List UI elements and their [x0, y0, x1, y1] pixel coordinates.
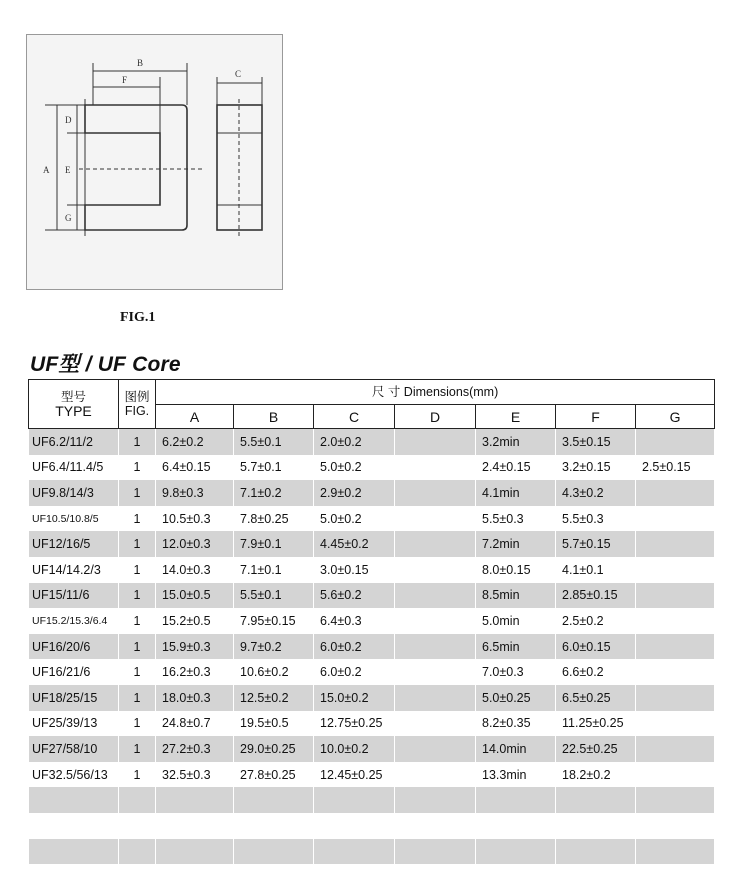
cell-fig: 1: [119, 659, 156, 685]
cell-g: 2.5±0.15: [636, 455, 715, 481]
cell-fig: 1: [119, 557, 156, 583]
cell-g: [636, 608, 715, 634]
cell-b: 29.0±0.25: [234, 736, 314, 762]
label-f: F: [122, 75, 128, 85]
cell-f: [556, 813, 636, 839]
cell-d: [395, 813, 476, 839]
cell-d: [395, 557, 476, 583]
cell-a: 15.0±0.5: [156, 583, 234, 609]
header-fig-en: FIG.: [124, 404, 150, 418]
table-row: [29, 531, 715, 557]
cell-c: 6.0±0.2: [314, 634, 395, 660]
cell-f: 5.7±0.15: [556, 531, 636, 557]
cell-fig: 1: [119, 455, 156, 481]
cell-c: 5.0±0.2: [314, 506, 395, 532]
cell-a: 18.0±0.3: [156, 685, 234, 711]
cell-a: [156, 813, 234, 839]
cell-c: 6.4±0.3: [314, 608, 395, 634]
cell-fig: 1: [119, 506, 156, 532]
cell-b: [234, 787, 314, 813]
table-row: [29, 787, 715, 813]
table-row: [29, 711, 715, 737]
header-col-a: A: [156, 405, 234, 429]
cell-fig: 1: [119, 429, 156, 455]
header-dimensions: 尺 寸 Dimensions(mm): [156, 380, 715, 405]
label-b: B: [137, 58, 144, 68]
cell-type: UF18/25/15: [29, 685, 119, 711]
cell-a: 16.2±0.3: [156, 659, 234, 685]
cell-d: [395, 608, 476, 634]
cell-g: [636, 480, 715, 506]
cell-d: [395, 839, 476, 865]
cell-fig: 1: [119, 685, 156, 711]
cell-type: UF12/16/5: [29, 531, 119, 557]
uf-core-diagram: [27, 35, 282, 289]
cell-e: 14.0min: [476, 736, 556, 762]
cell-c: 3.0±0.15: [314, 557, 395, 583]
header-col-d: D: [395, 405, 476, 429]
cell-e: [476, 787, 556, 813]
cell-d: [395, 736, 476, 762]
cell-type: [29, 839, 119, 865]
table-row: [29, 839, 715, 865]
header-col-e: E: [476, 405, 556, 429]
cell-fig: [119, 787, 156, 813]
cell-a: 27.2±0.3: [156, 736, 234, 762]
cell-b: [234, 839, 314, 865]
cell-d: [395, 685, 476, 711]
cell-c: 15.0±0.2: [314, 685, 395, 711]
table-row: [29, 634, 715, 660]
cell-fig: 1: [119, 583, 156, 609]
table-row: [29, 659, 715, 685]
cell-a: 6.4±0.15: [156, 455, 234, 481]
cell-a: 10.5±0.3: [156, 506, 234, 532]
cell-f: 4.3±0.2: [556, 480, 636, 506]
cell-f: 6.0±0.15: [556, 634, 636, 660]
cell-c: 4.45±0.2: [314, 531, 395, 557]
cell-f: 5.5±0.3: [556, 506, 636, 532]
cell-d: [395, 762, 476, 788]
cell-e: 13.3min: [476, 762, 556, 788]
header-fig: [119, 380, 156, 429]
cell-g: [636, 839, 715, 865]
cell-e: 5.0±0.25: [476, 685, 556, 711]
cell-e: [476, 813, 556, 839]
cell-g: [636, 736, 715, 762]
table-row: [29, 557, 715, 583]
cell-d: [395, 787, 476, 813]
cell-c: 6.0±0.2: [314, 659, 395, 685]
cell-e: [476, 839, 556, 865]
table-row: [29, 685, 715, 711]
cell-a: 15.2±0.5: [156, 608, 234, 634]
cell-g: [636, 557, 715, 583]
cell-fig: [119, 813, 156, 839]
cell-fig: 1: [119, 711, 156, 737]
table-row: [29, 455, 715, 481]
cell-c: 12.45±0.25: [314, 762, 395, 788]
table-row: [29, 480, 715, 506]
cell-type: [29, 813, 119, 839]
header-fig-cn: 图例: [124, 390, 150, 404]
cell-e: 8.2±0.35: [476, 711, 556, 737]
cell-a: 24.8±0.7: [156, 711, 234, 737]
cell-g: [636, 634, 715, 660]
header-type-en: TYPE: [55, 403, 92, 419]
cell-fig: 1: [119, 608, 156, 634]
cell-e: 4.1min: [476, 480, 556, 506]
table-row: [29, 608, 715, 634]
cell-f: 4.1±0.1: [556, 557, 636, 583]
cell-fig: [119, 839, 156, 865]
cell-e: 7.2min: [476, 531, 556, 557]
cell-type: UF9.8/14/3: [29, 480, 119, 506]
cell-d: [395, 711, 476, 737]
cell-b: 7.1±0.1: [234, 557, 314, 583]
cell-d: [395, 480, 476, 506]
cell-c: [314, 839, 395, 865]
cell-d: [395, 506, 476, 532]
label-a: A: [43, 165, 50, 175]
cell-type: UF16/21/6: [29, 659, 119, 685]
cell-e: 8.5min: [476, 583, 556, 609]
cell-e: 5.0min: [476, 608, 556, 634]
table-row: [29, 762, 715, 788]
label-g: G: [65, 213, 72, 223]
cell-a: 9.8±0.3: [156, 480, 234, 506]
cell-b: 19.5±0.5: [234, 711, 314, 737]
cell-type: UF10.5/10.8/5: [29, 506, 119, 532]
cell-b: 9.7±0.2: [234, 634, 314, 660]
cell-f: [556, 787, 636, 813]
cell-type: [29, 787, 119, 813]
cell-e: 5.5±0.3: [476, 506, 556, 532]
cell-type: UF32.5/56/13: [29, 762, 119, 788]
cell-g: [636, 762, 715, 788]
table-row: [29, 429, 715, 455]
cell-type: UF27/58/10: [29, 736, 119, 762]
header-col-g: G: [636, 405, 715, 429]
cell-b: 7.8±0.25: [234, 506, 314, 532]
cell-b: 7.1±0.2: [234, 480, 314, 506]
cell-b: 10.6±0.2: [234, 659, 314, 685]
cell-c: 2.0±0.2: [314, 429, 395, 455]
cell-a: 32.5±0.3: [156, 762, 234, 788]
cell-c: 12.75±0.25: [314, 711, 395, 737]
cell-b: 27.8±0.25: [234, 762, 314, 788]
section-title: UF型 / UF Core: [30, 353, 181, 376]
header-col-b: B: [234, 405, 314, 429]
cell-b: 12.5±0.2: [234, 685, 314, 711]
cell-e: 7.0±0.3: [476, 659, 556, 685]
cell-f: [556, 839, 636, 865]
cell-a: 12.0±0.3: [156, 531, 234, 557]
cell-f: 18.2±0.2: [556, 762, 636, 788]
header-col-f: F: [556, 405, 636, 429]
cell-g: [636, 813, 715, 839]
label-d: D: [65, 115, 72, 125]
cell-a: 14.0±0.3: [156, 557, 234, 583]
cell-a: 6.2±0.2: [156, 429, 234, 455]
cell-b: 5.5±0.1: [234, 429, 314, 455]
dimensions-table: [28, 379, 715, 864]
cell-c: 5.6±0.2: [314, 583, 395, 609]
header-type-cn: 型号: [60, 390, 86, 404]
cell-type: UF6.2/11/2: [29, 429, 119, 455]
cell-d: [395, 583, 476, 609]
cell-b: 5.7±0.1: [234, 455, 314, 481]
cell-a: 15.9±0.3: [156, 634, 234, 660]
cell-c: 5.0±0.2: [314, 455, 395, 481]
cell-g: [636, 531, 715, 557]
cell-f: 6.5±0.25: [556, 685, 636, 711]
cell-d: [395, 455, 476, 481]
cell-type: UF15/11/6: [29, 583, 119, 609]
cell-fig: 1: [119, 762, 156, 788]
cell-f: 3.5±0.15: [556, 429, 636, 455]
table-row: [29, 583, 715, 609]
cell-f: 2.85±0.15: [556, 583, 636, 609]
cell-d: [395, 429, 476, 455]
cell-b: 7.9±0.1: [234, 531, 314, 557]
cell-f: 6.6±0.2: [556, 659, 636, 685]
cell-type: UF15.2/15.3/6.4: [29, 608, 119, 634]
table-row: [29, 736, 715, 762]
cell-f: 3.2±0.15: [556, 455, 636, 481]
cell-fig: 1: [119, 531, 156, 557]
figure-drawing: [26, 34, 283, 290]
table-row: [29, 506, 715, 532]
cell-fig: 1: [119, 634, 156, 660]
cell-c: 10.0±0.2: [314, 736, 395, 762]
table-body: [29, 429, 715, 865]
cell-g: [636, 711, 715, 737]
cell-c: [314, 813, 395, 839]
cell-g: [636, 659, 715, 685]
cell-e: 2.4±0.15: [476, 455, 556, 481]
core-outline: [85, 105, 187, 230]
header-type: [29, 380, 119, 429]
cell-g: [636, 583, 715, 609]
cell-d: [395, 634, 476, 660]
cell-fig: 1: [119, 736, 156, 762]
cell-g: [636, 429, 715, 455]
cell-fig: 1: [119, 480, 156, 506]
cell-type: UF16/20/6: [29, 634, 119, 660]
cell-f: 11.25±0.25: [556, 711, 636, 737]
cell-type: UF6.4/11.4/5: [29, 455, 119, 481]
cell-type: UF14/14.2/3: [29, 557, 119, 583]
cell-c: 2.9±0.2: [314, 480, 395, 506]
cell-b: 5.5±0.1: [234, 583, 314, 609]
cell-d: [395, 659, 476, 685]
cell-c: [314, 787, 395, 813]
cell-type: UF25/39/13: [29, 711, 119, 737]
cell-d: [395, 531, 476, 557]
cell-b: 7.95±0.15: [234, 608, 314, 634]
cell-g: [636, 506, 715, 532]
cell-e: 3.2min: [476, 429, 556, 455]
cell-a: [156, 839, 234, 865]
table-row: [29, 813, 715, 839]
cell-f: 2.5±0.2: [556, 608, 636, 634]
label-c: C: [235, 69, 242, 79]
cell-e: 8.0±0.15: [476, 557, 556, 583]
cell-g: [636, 787, 715, 813]
cell-b: [234, 813, 314, 839]
header-col-c: C: [314, 405, 395, 429]
cell-f: 22.5±0.25: [556, 736, 636, 762]
cell-e: 6.5min: [476, 634, 556, 660]
figure-caption: FIG.1: [120, 310, 156, 325]
cell-a: [156, 787, 234, 813]
cell-g: [636, 685, 715, 711]
label-e: E: [65, 165, 71, 175]
